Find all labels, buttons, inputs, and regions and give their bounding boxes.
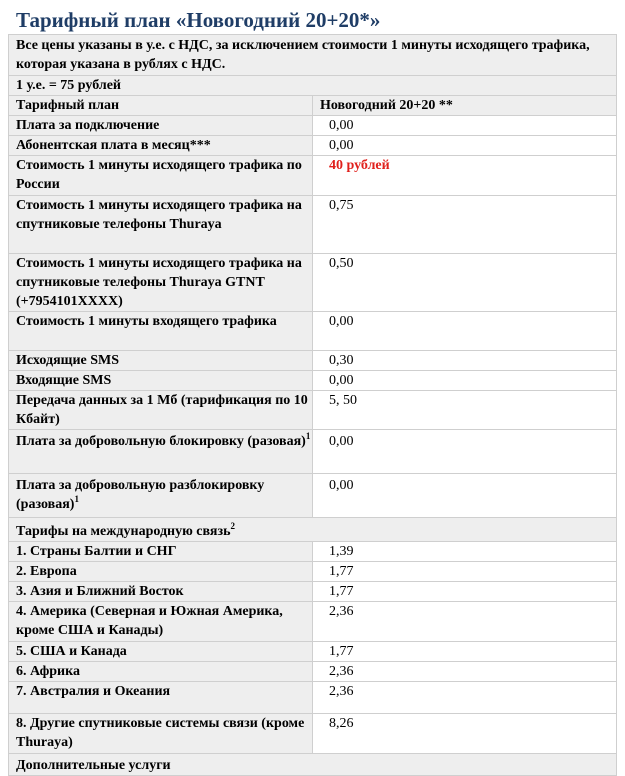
row-value: 1,77	[313, 642, 617, 662]
table-row	[9, 391, 617, 430]
row-label: 7. Австралия и Океания	[9, 682, 313, 714]
row-label: Стоимость 1 минуты исходящего трафика по России	[9, 156, 313, 196]
row-label: Передача данных за 1 Мб (тарификация по 10 Кбайт)	[9, 391, 313, 430]
table-header-row	[9, 96, 617, 116]
table-row	[9, 371, 617, 391]
row-label	[9, 430, 313, 474]
table-row	[9, 312, 617, 351]
table-row	[9, 430, 617, 474]
row-label-text: Плата за добровольную разблокировку (разовая)	[16, 478, 265, 512]
row-label: Стоимость 1 минуты исходящего трафика на спутниковые телефоны Thuraya	[9, 196, 313, 254]
header-value: Новогодний 20+20 **	[313, 96, 617, 116]
row-value: 2,36	[313, 682, 617, 714]
row-value: 2,36	[313, 662, 617, 682]
row-label: 3. Азия и Ближний Восток	[9, 582, 313, 602]
row-label: Исходящие SMS	[9, 351, 313, 371]
row-value: 2,36	[313, 602, 617, 642]
table-row	[9, 714, 617, 754]
footnote-marker: 2	[230, 521, 235, 531]
row-label: Абонентская плата в месяц***	[9, 136, 313, 156]
row-value: 0,00	[313, 312, 617, 351]
row-label: 8. Другие спутниковые системы связи (кроме Thuraya)	[9, 714, 313, 754]
table-row	[9, 136, 617, 156]
section-header-row	[9, 518, 617, 542]
table-row	[9, 254, 617, 312]
row-label: 1. Страны Балтии и СНГ	[9, 542, 313, 562]
row-value: 1,77	[313, 582, 617, 602]
table-row	[9, 642, 617, 662]
intl-heading	[9, 518, 617, 542]
price-note: Все цены указаны в у.е. с НДС, за исключением стоимости 1 минуты исходящего трафика, которая указана в рублях с НДС.	[9, 35, 617, 76]
intl-heading-text: Тарифы на международную связь	[16, 524, 231, 539]
row-value: 0,50	[313, 254, 617, 312]
row-value: 1,77	[313, 562, 617, 582]
table-row	[9, 351, 617, 371]
row-value-highlight	[313, 156, 617, 196]
extra-heading: Дополнительные услуги	[9, 754, 617, 776]
row-label: Стоимость 1 минуты исходящего трафика на спутниковые телефоны Thuraya GTNT (+7954101XXXX)	[9, 254, 313, 312]
highlight-price: 40 рублей	[329, 158, 390, 173]
row-label: 4. Америка (Северная и Южная Америка, кроме США и Канады)	[9, 602, 313, 642]
header-label: Тарифный план	[9, 96, 313, 116]
row-value: 0,30	[313, 351, 617, 371]
row-value: 0,00	[313, 116, 617, 136]
table-row	[9, 474, 617, 518]
table-row	[9, 582, 617, 602]
row-value: 5, 50	[313, 391, 617, 430]
exchange-rate: 1 у.е. = 75 рублей	[9, 76, 617, 96]
table-row	[9, 562, 617, 582]
row-label: 6. Африка	[9, 662, 313, 682]
row-value: 1,39	[313, 542, 617, 562]
row-value: 0,00	[313, 136, 617, 156]
table-row	[9, 116, 617, 136]
table-row	[9, 662, 617, 682]
row-value: 0,00	[313, 430, 617, 474]
row-label-text: Плата за добровольную блокировку (разовая)	[16, 434, 306, 449]
row-label: 2. Европа	[9, 562, 313, 582]
row-value: 0,75	[313, 196, 617, 254]
table-row	[9, 156, 617, 196]
section-header-row	[9, 754, 617, 776]
row-value: 8,26	[313, 714, 617, 754]
tariff-table	[8, 34, 617, 776]
table-row	[9, 542, 617, 562]
table-row	[9, 196, 617, 254]
page-title: Тарифный план «Новогодний 20+20*»	[16, 8, 381, 32]
exchange-rate-row	[9, 76, 617, 96]
row-value: 0,00	[313, 371, 617, 391]
footnote-marker: 1	[74, 494, 79, 504]
row-label: Плата за подключение	[9, 116, 313, 136]
row-label: Входящие SMS	[9, 371, 313, 391]
row-value: 0,00	[313, 474, 617, 518]
row-label: Стоимость 1 минуты входящего трафика	[9, 312, 313, 351]
row-label	[9, 474, 313, 518]
row-label: 5. США и Канада	[9, 642, 313, 662]
price-note-row	[9, 35, 617, 76]
footnote-marker: 1	[305, 431, 311, 441]
table-row	[9, 602, 617, 642]
table-row	[9, 682, 617, 714]
